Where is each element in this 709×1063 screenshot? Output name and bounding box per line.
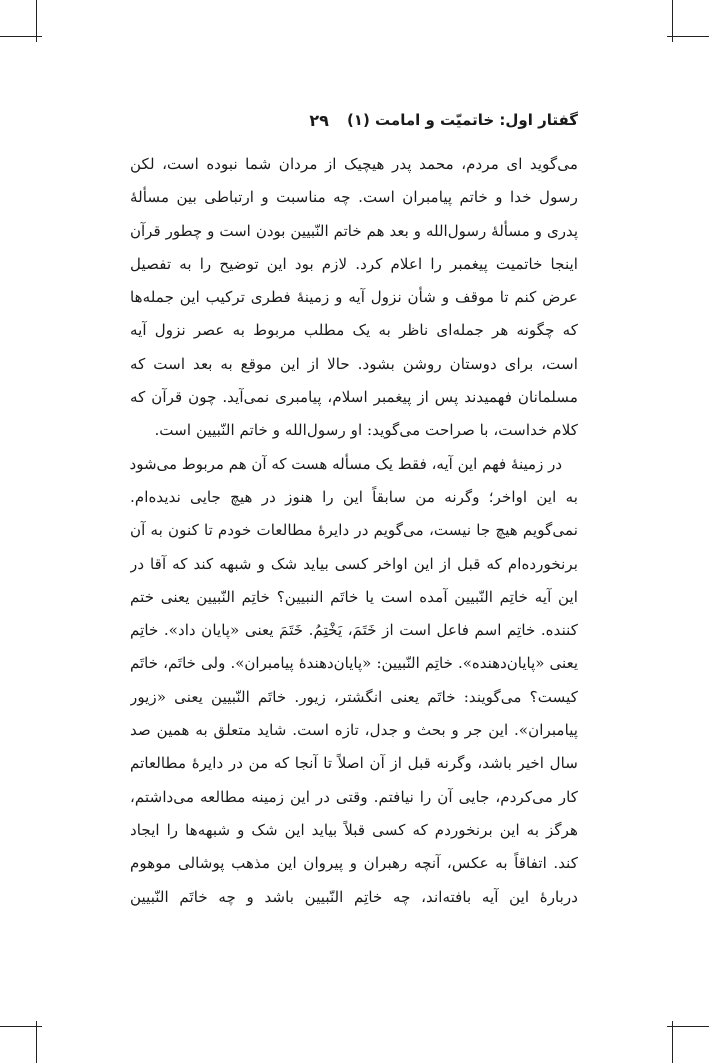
text-line: به این اواخر؛ وگرنه من سابقاً این را هنوز در هیچ جایی ندیده‌ام. <box>130 487 578 506</box>
text-line: رسول خدا و خاتم پیامبران است. چه مناسبت و ارتباطی بین مسألهٔ <box>130 188 578 207</box>
running-header <box>128 108 578 132</box>
paragraph-2 <box>130 448 578 914</box>
text-line: کار می‌کردم، جایی آن را نیافتم. وقتی در این زمینه مطالعه می‌داشتم، <box>130 787 578 806</box>
crop-mark-bottom-right-vertical <box>672 1021 673 1063</box>
crop-mark-bottom-left-vertical <box>36 1021 37 1063</box>
text-line: نمی‌گویم هیچ جا نیست، می‌گویم در دایرهٔ مطالعات خودم تا کنون به آن <box>130 521 578 540</box>
text-line: عرض کنم تا موقف و شأن نزول آیه و زمینهٔ فطری ترکیب این جمله‌ها <box>130 288 578 307</box>
text-line: برنخورده‌ام که قبل از این اواخر کسی بیاید شک و شبهه کند که آقا در <box>130 554 578 573</box>
text-line: یعنی «پایان‌دهنده». خاتِم النّبیین: «پایان‌دهندهٔ پیامبران». ولی خاتَم، خاتَم <box>130 654 578 673</box>
text-line: مسلمانان فهمیدند پس از پیغمبر اسلام، پیامبری نمی‌آید. چون قرآن که <box>130 388 578 407</box>
crop-mark-top-right-horizontal <box>667 36 709 37</box>
text-line: در زمینهٔ فهم این آیه، فقط یک مسأله هست که آن هم مربوط می‌شود <box>130 454 562 473</box>
paragraph-1 <box>130 148 578 448</box>
crop-mark-top-left-horizontal <box>0 36 42 37</box>
crop-mark-bottom-left-horizontal <box>0 1026 42 1027</box>
text-line: کننده. خاتِم اسم فاعل است از خَتَمَ، یَخْتِمُ. خَتَمَ یعنی «پایان داد». خاتِم <box>130 621 578 640</box>
text-line: پدری و مسألهٔ رسول‌الله و بعد هم خاتم النّبیین بودن است و چطور قرآن <box>130 221 578 240</box>
page-number: ۲۹ <box>309 110 329 130</box>
chapter-title: گفتار اول: خاتمیّت و امامت (۱) <box>346 111 578 129</box>
text-line: اینجا خاتمیت پیغمبر را اعلام کرد. لازم بود این توضیح را به تفصیل <box>130 254 578 273</box>
text-line: می‌گوید ای مردم، محمد پدر هیچیک از مردان شما نبوده است، لکن <box>130 155 578 173</box>
text-line: کیست؟ می‌گویند: خاتَم یعنی انگشتر، زیور. خاتَم النّبیین یعنی «زیور <box>130 687 578 706</box>
text-line: سال اخیر باشد، وگرنه قبل از آن اصلاً تا آنجا که من در دایرهٔ مطالعاتم <box>130 754 578 773</box>
text-line: دربارهٔ این آیه بافته‌اند، چه خاتِم النّبیین باشد و چه خاتَم النّبیین <box>130 887 578 906</box>
text-line: هرگز به این برنخوردم که کسی قبلاً بیاید این شک و شبهه‌ها را ایجاد <box>130 820 578 839</box>
text-line: است، برای دوستان روشن بشود. حالا از این موقع به بعد است که <box>130 354 578 373</box>
text-line: کلام خداست، با صراحت می‌گوید: او رسول‌الله و خاتم النّبیین است. <box>154 421 578 440</box>
text-line: کند. اتفاقاً به عکس، آنچه رهبران و پیروان این مذهب پوشالی موهوم <box>130 854 578 873</box>
text-line: پیامبران». این جر و بحث و جدل، تازه است. شاید متعلق به همین صد <box>130 721 578 740</box>
text-line: این آیه خاتِم النّبیین آمده است یا خاتَم النبیین؟ خاتِم النّبیین یعنی ختم <box>130 587 578 606</box>
text-line: که چگونه هر جمله‌ای ناظر به یک مطلب مربوط به عصر نزول آیه <box>130 321 578 340</box>
body-text <box>130 148 578 914</box>
crop-mark-bottom-right-horizontal <box>667 1026 709 1027</box>
